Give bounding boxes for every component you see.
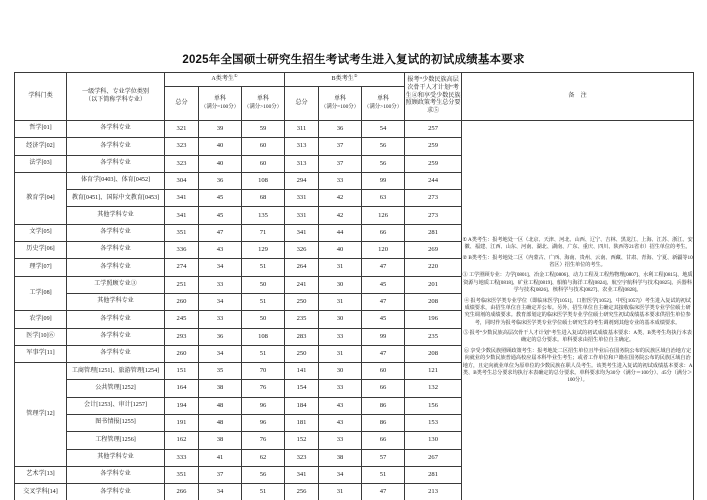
- cell-discipline-category: 医学[10]⑥: [15, 328, 67, 345]
- cell-major-name: 各学科专业: [67, 121, 165, 138]
- cell-minority-total: 132: [405, 380, 462, 397]
- cell-a-single-eq100: 45: [199, 207, 242, 224]
- cell-minority-total: 273: [405, 207, 462, 224]
- cell-b-total: 241: [285, 276, 319, 293]
- cell-a-single-gt100: 59: [242, 121, 285, 138]
- cell-b-single-gt100: 56: [362, 138, 405, 155]
- cell-discipline-category: 文学[05]: [15, 224, 67, 241]
- header-group-a: [165, 73, 285, 87]
- cell-major-name: 其他学科专业: [67, 293, 165, 310]
- cell-a-single-eq100: 40: [199, 138, 242, 155]
- cell-a-total: 245: [165, 311, 199, 328]
- cell-a-total: 274: [165, 259, 199, 276]
- cell-major-name: 各学科专业: [67, 242, 165, 259]
- cell-b-single-eq100: 30: [319, 363, 362, 380]
- cell-minority-total: 208: [405, 345, 462, 362]
- cell-b-single-eq100: 33: [319, 432, 362, 449]
- header-minority-line4: 照顾政策考生总分要求⑤: [405, 100, 461, 115]
- cell-discipline-category: 哲学[01]: [15, 121, 67, 138]
- cell-minority-total: 259: [405, 138, 462, 155]
- cell-b-total: 341: [285, 224, 319, 241]
- cell-a-single-gt100: 135: [242, 207, 285, 224]
- cell-b-total: 250: [285, 345, 319, 362]
- cell-a-total: 323: [165, 138, 199, 155]
- header-b-single-eq100-line1: 单科: [333, 96, 347, 103]
- cell-minority-total: 220: [405, 259, 462, 276]
- cell-b-single-gt100: 47: [362, 484, 405, 500]
- cell-remarks: [462, 121, 694, 500]
- cell-a-total: 260: [165, 345, 199, 362]
- cell-a-total: 266: [165, 484, 199, 500]
- cell-a-single-eq100: 36: [199, 328, 242, 345]
- header-major-name: [67, 73, 165, 121]
- cell-minority-total: 257: [405, 121, 462, 138]
- cell-b-total: 341: [285, 466, 319, 483]
- cell-a-single-gt100: 96: [242, 415, 285, 432]
- cell-b-single-eq100: 42: [319, 190, 362, 207]
- cell-a-total: 321: [165, 121, 199, 138]
- cell-b-single-eq100: 38: [319, 449, 362, 466]
- cell-major-name: 教育[0451]、国际中文教育[0453]: [67, 190, 165, 207]
- cell-a-single-eq100: 36: [199, 172, 242, 189]
- cell-major-name: 工学照顾专业③: [67, 276, 165, 293]
- cell-b-total: 331: [285, 190, 319, 207]
- header-b-total: 总分: [285, 87, 319, 121]
- cell-a-single-gt100: 70: [242, 363, 285, 380]
- cell-a-total: 336: [165, 242, 199, 259]
- cell-minority-total: 153: [405, 415, 462, 432]
- cell-b-single-eq100: 36: [319, 121, 362, 138]
- cell-b-single-eq100: 30: [319, 276, 362, 293]
- cell-b-single-eq100: 37: [319, 138, 362, 155]
- cell-major-name: 工商管理[1251]、旅游管理[1254]: [67, 363, 165, 380]
- cell-a-single-eq100: 48: [199, 397, 242, 414]
- cell-major-name: 公共管理[1252]: [67, 380, 165, 397]
- cell-b-total: 311: [285, 121, 319, 138]
- header-a-single-eq100-line2: （满分=100分）: [200, 103, 240, 110]
- cell-b-single-gt100: 66: [362, 432, 405, 449]
- header-a-single-gt100: [242, 87, 285, 121]
- header-b-single-gt100-line1: 单科: [376, 96, 390, 103]
- remark-paragraph: ② B类考生：报考地处二区（内蒙古、广西、海南、贵州、云南、西藏、甘肃、青海、宁夏、新疆等10省区）招生单位的考生。: [462, 254, 693, 269]
- cell-discipline-category: 工学[08]: [15, 276, 67, 311]
- cell-b-single-gt100: 57: [362, 449, 405, 466]
- header-group-a-label: A类考生: [211, 75, 235, 82]
- cell-minority-total: 269: [405, 242, 462, 259]
- cell-b-single-gt100: 99: [362, 172, 405, 189]
- cell-a-single-gt100: 71: [242, 224, 285, 241]
- cell-a-total: 151: [165, 363, 199, 380]
- header-group-a-sup: ①: [234, 72, 238, 78]
- cell-a-total: 333: [165, 449, 199, 466]
- cell-major-name: 各学科专业: [67, 138, 165, 155]
- cell-b-single-eq100: 42: [319, 207, 362, 224]
- cell-minority-total: 201: [405, 276, 462, 293]
- cell-major-name: 图书情报[1255]: [67, 415, 165, 432]
- cell-b-single-gt100: 56: [362, 155, 405, 172]
- table-header: [15, 73, 694, 121]
- cell-a-single-gt100: 68: [242, 190, 285, 207]
- cell-b-total: 283: [285, 328, 319, 345]
- cell-a-single-gt100: 96: [242, 397, 285, 414]
- cell-discipline-category: 历史学[06]: [15, 242, 67, 259]
- cell-b-single-eq100: 31: [319, 259, 362, 276]
- cell-a-total: 351: [165, 224, 199, 241]
- cell-a-single-gt100: 51: [242, 484, 285, 500]
- cell-b-single-gt100: 66: [362, 224, 405, 241]
- cell-discipline-category: 教育学[04]: [15, 172, 67, 224]
- cell-a-single-eq100: 34: [199, 293, 242, 310]
- header-b-single-eq100: [319, 87, 362, 121]
- cell-a-single-gt100: 60: [242, 138, 285, 155]
- cell-b-single-gt100: 54: [362, 121, 405, 138]
- cell-a-single-gt100: 50: [242, 311, 285, 328]
- cell-b-single-gt100: 86: [362, 415, 405, 432]
- cell-a-single-eq100: 33: [199, 311, 242, 328]
- header-group-b-sup: ②: [353, 72, 358, 78]
- cell-a-total: 162: [165, 432, 199, 449]
- cell-b-total: 181: [285, 415, 319, 432]
- cell-b-single-gt100: 47: [362, 293, 405, 310]
- cell-b-single-gt100: 45: [362, 276, 405, 293]
- cell-major-name: 各学科专业: [67, 259, 165, 276]
- cell-major-name: 各学科专业: [67, 155, 165, 172]
- cell-a-single-eq100: 33: [199, 276, 242, 293]
- cell-b-single-eq100: 40: [319, 242, 362, 259]
- cell-a-single-eq100: 34: [199, 259, 242, 276]
- cell-minority-total: 130: [405, 432, 462, 449]
- cell-b-single-eq100: 30: [319, 311, 362, 328]
- cell-a-single-eq100: 45: [199, 190, 242, 207]
- header-b-single-gt100-line2: （满分>100分）: [364, 103, 403, 110]
- cell-a-single-gt100: 60: [242, 155, 285, 172]
- cell-b-total: 264: [285, 259, 319, 276]
- cell-b-total: 184: [285, 397, 319, 414]
- cell-a-single-gt100: 51: [242, 293, 285, 310]
- cell-b-total: 235: [285, 311, 319, 328]
- cell-b-single-gt100: 47: [362, 259, 405, 276]
- cell-major-name: 各学科专业: [67, 345, 165, 362]
- header-b-single-gt100: [362, 87, 405, 121]
- cell-a-single-eq100: 35: [199, 363, 242, 380]
- cell-a-total: 260: [165, 293, 199, 310]
- cell-b-total: 152: [285, 432, 319, 449]
- cell-b-single-gt100: 47: [362, 345, 405, 362]
- cell-a-single-eq100: 38: [199, 380, 242, 397]
- cell-discipline-category: 理学[07]: [15, 259, 67, 276]
- cell-a-total: 194: [165, 397, 199, 414]
- cell-minority-total: 259: [405, 155, 462, 172]
- cell-a-single-eq100: 40: [199, 155, 242, 172]
- cell-minority-total: 281: [405, 224, 462, 241]
- cell-a-single-eq100: 34: [199, 345, 242, 362]
- cell-minority-total: 208: [405, 293, 462, 310]
- cell-minority-total: 196: [405, 311, 462, 328]
- cell-a-single-eq100: 34: [199, 484, 242, 500]
- cell-a-single-gt100: 76: [242, 380, 285, 397]
- header-a-total: 总分: [165, 87, 199, 121]
- cell-b-single-gt100: 63: [362, 190, 405, 207]
- cell-major-name: 会计[1253]、审计[1257]: [67, 397, 165, 414]
- cell-minority-total: 267: [405, 449, 462, 466]
- cell-discipline-category: 交叉学科[14]: [15, 484, 67, 500]
- cell-major-name: 各学科专业: [67, 224, 165, 241]
- cell-a-total: 341: [165, 190, 199, 207]
- remark-paragraph: ① A类考生：报考地处一区（北京、天津、河北、山西、辽宁、吉林、黑龙江、上海、江苏、浙江、安徽、福建、江西、山东、河南、湖北、湖南、广东、重庆、四川、陕西等21省市）招生单位的考生。: [462, 236, 693, 251]
- cell-b-total: 331: [285, 207, 319, 224]
- header-major-line1: 一级学科、专业学位类别: [81, 88, 150, 95]
- cell-b-single-eq100: 33: [319, 380, 362, 397]
- header-group-b: [285, 73, 405, 87]
- cell-a-single-gt100: 108: [242, 328, 285, 345]
- cell-minority-total: 281: [405, 466, 462, 483]
- cell-minority-total: 244: [405, 172, 462, 189]
- cell-a-total: 293: [165, 328, 199, 345]
- cell-b-total: 154: [285, 380, 319, 397]
- cell-a-single-gt100: 51: [242, 259, 285, 276]
- cell-b-single-gt100: 45: [362, 311, 405, 328]
- cell-discipline-category: 农学[09]: [15, 311, 67, 328]
- cell-a-single-eq100: 48: [199, 415, 242, 432]
- cell-a-single-gt100: 129: [242, 242, 285, 259]
- cell-b-total: 323: [285, 449, 319, 466]
- cell-major-name: 工程管理[1256]: [67, 432, 165, 449]
- remark-paragraph: ④ 报考临床医学类专业学位（即临床医学[1051]、口腔医学[1052]、中医[1057]）考生进入复试的初试成绩要求，由招生单位自主确定并公布。另外，招生单位自主确定其接收临床医学类专业学位硕士研究生调剂的成绩要求。教育部划定的临床医学类专业学位硕士研究生初试成绩基本要求供招生单位参考，同时作为报考临床医学类专业学位硕士研究生的考生调剂到其他专业的基本成绩要求。: [464, 297, 691, 326]
- cell-major-name: 各学科专业: [67, 311, 165, 328]
- cell-discipline-category: 艺术学[13]: [15, 466, 67, 483]
- cell-b-single-eq100: 33: [319, 172, 362, 189]
- cell-b-single-eq100: 31: [319, 484, 362, 500]
- header-b-single-eq100-line2: （满分=100分）: [320, 103, 360, 110]
- cell-b-single-eq100: 43: [319, 415, 362, 432]
- cell-major-name: 体育学[0403]、体育[0452]: [67, 172, 165, 189]
- cell-major-name: 各学科专业: [67, 328, 165, 345]
- header-discipline-category: 学科门类: [15, 73, 67, 121]
- cell-major-name: 其他学科专业: [67, 207, 165, 224]
- header-minority-line2: 次骨干人才计划”考: [407, 84, 459, 91]
- cell-a-total: 341: [165, 207, 199, 224]
- cell-a-single-eq100: 43: [199, 242, 242, 259]
- header-minority-line1: 报考“少数民族高层: [407, 76, 459, 83]
- cell-major-name: 各学科专业: [67, 484, 165, 500]
- cell-a-single-gt100: 62: [242, 449, 285, 466]
- cell-a-total: 251: [165, 276, 199, 293]
- header-major-line2: （以下简称学科专业）: [85, 96, 146, 103]
- cell-b-single-gt100: 120: [362, 242, 405, 259]
- cell-b-total: 141: [285, 363, 319, 380]
- cell-discipline-category: 法学[03]: [15, 155, 67, 172]
- cell-minority-total: 121: [405, 363, 462, 380]
- remark-paragraph: ⑤ 报考“少数民族高层次骨干人才计划”考生进入复试的初试成绩基本要求：A类、B类考生均执行本表确定的总分要求。单科要求由招生单位自主确定。: [463, 330, 692, 344]
- cell-a-single-gt100: 108: [242, 172, 285, 189]
- header-a-single-gt100-line1: 单科: [256, 96, 270, 103]
- score-requirements-table: [14, 72, 694, 500]
- cell-a-single-gt100: 50: [242, 276, 285, 293]
- cell-a-total: 164: [165, 380, 199, 397]
- header-remarks: 备 注: [462, 73, 694, 121]
- cell-major-name: 其他学科专业: [67, 449, 165, 466]
- table-body: [15, 121, 694, 500]
- cell-minority-total: 273: [405, 190, 462, 207]
- cell-major-name: 各学科专业: [67, 466, 165, 483]
- cell-b-single-eq100: 31: [319, 293, 362, 310]
- cell-b-total: 294: [285, 172, 319, 189]
- header-a-single-eq100-line1: 单科: [213, 96, 227, 103]
- page-title: 2025年全国硕士研究生招生考试考生进入复试的初试成绩基本要求: [182, 54, 525, 66]
- header-minority-program: [405, 73, 462, 121]
- cell-b-single-eq100: 31: [319, 345, 362, 362]
- cell-b-single-gt100: 51: [362, 466, 405, 483]
- header-a-single-eq100: [199, 87, 242, 121]
- header-group-b-label: B类考生: [331, 75, 354, 82]
- cell-discipline-category: 管理学[12]: [15, 363, 67, 467]
- cell-b-single-gt100: 126: [362, 207, 405, 224]
- cell-discipline-category: 军事学[11]: [15, 345, 67, 362]
- cell-b-total: 313: [285, 155, 319, 172]
- cell-minority-total: 156: [405, 397, 462, 414]
- cell-b-single-eq100: 44: [319, 224, 362, 241]
- cell-b-total: 313: [285, 138, 319, 155]
- cell-a-total: 323: [165, 155, 199, 172]
- cell-discipline-category: 经济学[02]: [15, 138, 67, 155]
- table-row: [15, 121, 694, 138]
- cell-b-single-eq100: 34: [319, 466, 362, 483]
- cell-a-single-gt100: 51: [242, 345, 285, 362]
- remark-paragraph: ③ 工学照顾专业：力学[0801]、冶金工程[0806]、动力工程及工程热物理[0807]、水利工程[0815]、地质资源与地质工程[0818]、矿业工程[0819]、船舶与海洋工程[0824]、航空宇航科学与技术[0825]、兵器科学与技术[0826]、核科学与技术[0827]、农业工程[0828]。: [462, 272, 693, 294]
- cell-a-total: 191: [165, 415, 199, 432]
- cell-a-total: 351: [165, 466, 199, 483]
- cell-b-total: 250: [285, 293, 319, 310]
- cell-b-single-gt100: 86: [362, 397, 405, 414]
- remark-paragraph: ⑥ 享受少数民族照顾政策考生：报考地处二区招生单位且毕业后在国务院公布的民族区域自治地方定向就业的少数民族普通高校应届本科毕业生考生；或者工作单位和户籍在国务院公布的民族区域自治地方，且定向就业单位为原单位的少数民族在职人员考生。该类考生进入复试的初试成绩基本要求：A类、B类考生总分要求均执行本表确定的总分要求。单科要求均为30分（满分＝100分）、45分（满分＞100分）。: [462, 347, 693, 384]
- cell-a-single-eq100: 47: [199, 224, 242, 241]
- cell-b-total: 326: [285, 242, 319, 259]
- score-table-container: [14, 72, 693, 500]
- cell-b-single-eq100: 33: [319, 328, 362, 345]
- header-row-top: [15, 73, 694, 87]
- cell-a-single-eq100: 39: [199, 121, 242, 138]
- cell-minority-total: 235: [405, 328, 462, 345]
- cell-a-total: 304: [165, 172, 199, 189]
- cell-b-single-gt100: 60: [362, 363, 405, 380]
- cell-minority-total: 213: [405, 484, 462, 500]
- cell-a-single-eq100: 37: [199, 466, 242, 483]
- cell-b-total: 256: [285, 484, 319, 500]
- header-a-single-gt100-line2: （满分>100分）: [243, 103, 283, 110]
- cell-a-single-gt100: 76: [242, 432, 285, 449]
- header-minority-line3: 生④和享受少数民族: [405, 92, 461, 99]
- cell-a-single-gt100: 56: [242, 466, 285, 483]
- cell-b-single-gt100: 99: [362, 328, 405, 345]
- cell-a-single-eq100: 41: [199, 449, 242, 466]
- cell-b-single-eq100: 37: [319, 155, 362, 172]
- cell-a-single-eq100: 38: [199, 432, 242, 449]
- cell-b-single-gt100: 66: [362, 380, 405, 397]
- cell-b-single-eq100: 43: [319, 397, 362, 414]
